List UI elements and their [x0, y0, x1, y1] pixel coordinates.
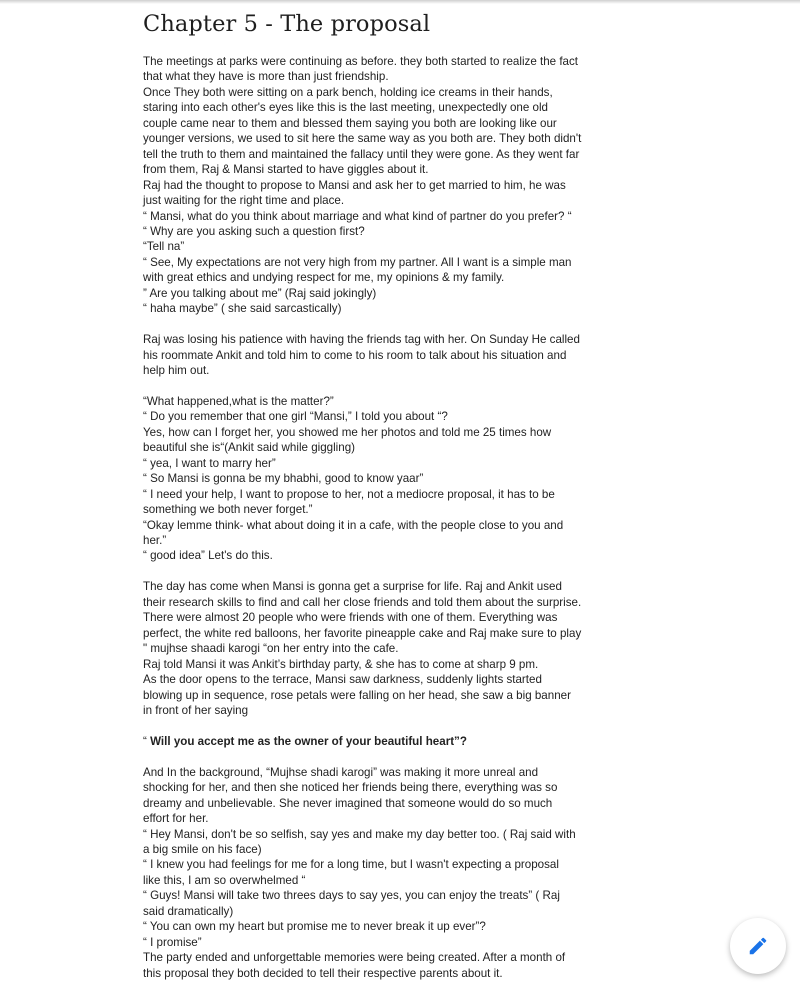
body-line: “ You can own my heart but promise me to never break it up ever”? [143, 920, 486, 934]
body-line: this proposal they both decided to tell their respective parents about it. [143, 966, 503, 980]
body-line: their research skills to find and call her close friends and told them about the surprise. [143, 595, 582, 609]
body-line: Raj was losing his patience with having the friends tag with her. On Sunday He called [143, 333, 580, 347]
body-line: “ Why are you asking such a question first? [143, 224, 365, 238]
body-line: Raj told Mansi it was Ankit’s birthday party, & she has to come at sharp 9 pm. [143, 657, 539, 671]
document-page [143, 8, 593, 981]
body-line: just waiting for the right time and place. [143, 194, 345, 208]
body-line: “ I promise” [143, 935, 202, 949]
body-line: The day has come when Mansi is gonna get a surprise for life. Raj and Ankit used [143, 580, 562, 594]
body-line: his roommate Ankit and told him to come to his room to talk about his situation and [143, 348, 567, 362]
banner-quote-line [143, 734, 593, 749]
body-line: her.” [143, 534, 167, 548]
body-line: “Okay lemme think- what about doing it in a cafe, with the people close to you and [143, 518, 564, 532]
body-line: Once They both were sitting on a park bench, holding ice creams in their hands, [143, 85, 553, 99]
body-line: said dramatically) [143, 904, 234, 918]
body-line: tell the truth to them and maintained the fallacy until they were gone. As they went far [143, 147, 580, 161]
body-line: “ Hey Mansi, don't be so selfish, say yes and make my day better too. ( Raj said with [143, 827, 576, 841]
pencil-icon [747, 935, 769, 957]
body-line: Yes, how can I forget her, you showed me her photos and told me 25 times how [143, 425, 552, 439]
body-line: Raj had the thought to propose to Mansi and ask her to get married to him, he was [143, 178, 566, 192]
body-line: The party ended and unforgettable memories were being created. After a month of [143, 951, 566, 965]
body-line: from them, Raj & Mansi started to have giggles about it. [143, 163, 429, 177]
edit-button[interactable] [730, 918, 786, 974]
body-line: “ See, My expectations are not very high from my partner. All I want is a simple man [143, 255, 572, 269]
document-body [143, 54, 593, 981]
paragraph-spacer [143, 564, 593, 579]
body-line: " mujhse shaadi karogi “on her entry into the cafe. [143, 642, 399, 656]
body-lines-after [143, 749, 593, 981]
body-line: shocking for her, and then she noticed her friends being there, everything was so [143, 781, 558, 795]
body-lines [143, 54, 593, 734]
chapter-title: Chapter 5 - The proposal [143, 11, 431, 37]
body-line: a big smile on his face) [143, 843, 262, 857]
body-line: ” Are you talking about me” (Raj said jokingly) [143, 286, 377, 300]
body-line: “ yea, I want to marry her” [143, 456, 276, 470]
body-line: staring into each other's eyes like this is the last meeting, unexpectedly one old [143, 101, 549, 115]
body-line: younger versions, we used to sit here the same way as you both are. They both didn't [143, 132, 582, 146]
body-line: “ I need your help, I want to propose to her, not a mediocre proposal, it has to be [143, 487, 555, 501]
body-line: As the door opens to the terrace, Mansi saw darkness, suddenly lights started [143, 673, 542, 687]
body-line: with great ethics and undying respect for me, my opinions & my family. [143, 271, 505, 285]
body-line: “ I knew you had feelings for me for a long time, but I wasn't expecting a proposal [143, 858, 559, 872]
body-line: “ So Mansi is gonna be my bhabhi, good to know yaar” [143, 472, 424, 486]
body-line: “ haha maybe” ( she said sarcastically) [143, 302, 342, 316]
top-shadow [0, 0, 800, 4]
body-line: like this, I am so overwhelmed “ [143, 873, 306, 887]
paragraph-spacer [143, 718, 593, 733]
body-line: “ Guys! Mansi will take two threes days to say yes, you can enjoy the treats” ( Raj [143, 889, 560, 903]
body-line: perfect, the white red balloons, her favorite pineapple cake and Raj make sure to play [143, 626, 582, 640]
body-line: And In the background, “Mujhse shadi karogi” was making it more unreal and [143, 765, 539, 779]
body-line: “Tell na” [143, 240, 185, 254]
banner-quote-mark: “ [143, 734, 151, 748]
body-line: something we both never forget.” [143, 503, 313, 517]
paragraph-spacer [143, 379, 593, 394]
body-line: that what they have is more than just friendship. [143, 70, 389, 84]
body-line: “What happened,what is the matter?” [143, 394, 334, 408]
body-line: in front of her saying [143, 703, 249, 717]
body-line: effort for her. [143, 812, 209, 826]
body-line: couple came near to them and blessed them saying you both are looking like our [143, 116, 557, 130]
body-line: There were almost 20 people who were friends with one of them. Everything was [143, 611, 558, 625]
body-line: “ good idea” Let's do this. [143, 549, 273, 563]
body-line: blowing up in sequence, rose petals were falling on her head, she saw a big banner [143, 688, 571, 702]
body-line: help him out. [143, 364, 210, 378]
body-line: beautiful she is“(Ankit said while giggling) [143, 441, 356, 455]
banner-quote: Will you accept me as the owner of your beautiful heart”? [150, 734, 467, 748]
body-line: “ Mansi, what do you think about marriage and what kind of partner do you prefer? “ [143, 209, 572, 223]
body-line: dreamy and unbelievable. She never imagined that someone would do so much [143, 796, 553, 810]
body-line: The meetings at parks were continuing as before. they both started to realize the fact [143, 55, 579, 68]
body-line: “ Do you remember that one girl “Mansi,” I told you about “? [143, 410, 448, 424]
paragraph-spacer [143, 749, 593, 764]
paragraph-spacer [143, 317, 593, 332]
